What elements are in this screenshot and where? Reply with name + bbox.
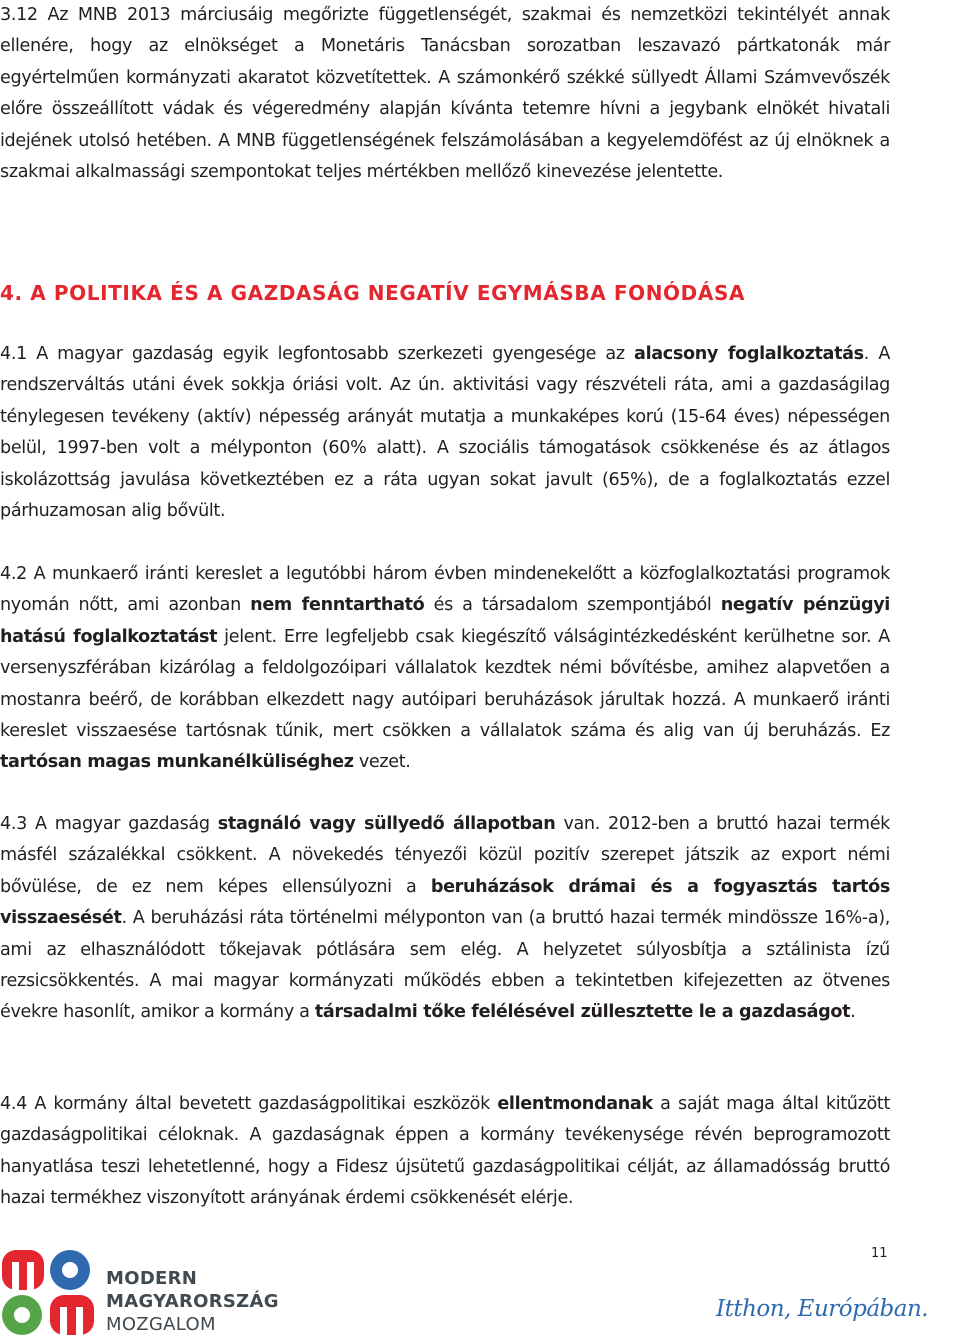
body-text: 3.12 Az MNB 2013 márciusáig megőrizte függetlenségét, szakmai és nemzetközi tekintélyét annak ellenére, hogy az elnökséget a Monetáris Tanácsban sorozatban leszavazó pártkatonák már egyértelműen kormányzati akaratot közvetítettek. A számonkérő székké süllyedt Állami Számvevőszék előre összeállított vádak és végeredmény alapján kívánta tetemre hívni a jegybank elnökét hivatali idejének utolsó hetében. A MNB függetlenségének felszámolásában a kegyelemdöfést az új elnöknek a szakmai alkalmassági szempontokat teljes mértékben mellőző kinevezése jelentette.	[0, 5, 890, 183]
body-text: 4.2 A munkaerő iránti kereslet a legutóbbi három évben mindenekelőtt a közfoglalkoztatási programok nyomán nőtt, ami azonban	[0, 564, 890, 616]
emphasis-text: stagnáló vagy süllyedő állapotban	[217, 814, 556, 834]
body-text: vezet.	[353, 752, 411, 773]
logo-m-top	[2, 1250, 44, 1290]
mm-logo-mark	[2, 1250, 96, 1336]
body-text: .	[850, 1002, 856, 1023]
logo-wordmark	[106, 1267, 279, 1336]
body-text: . A beruházási ráta történelmi mélyponton van (a bruttó hazai termék mindössze 16%-a), ami az elhasználódott tőkejavak pótlására sem elég. A helyzetet súlyosbítja a sztálinista ízű rezsicsökkentés. A mai magyar kormányzati működés ebben a tekintetben kifejezetten az ötvenes évekre hasonlít, amikor a kormány a	[0, 908, 890, 1023]
emphasis-text: ellentmondanak	[497, 1094, 653, 1114]
body-text: 4.3 A magyar gazdaság	[0, 814, 218, 834]
paragraph-4-3	[0, 809, 890, 1029]
body-text: van. 2012-ben a bruttó hazai termék másfél százalékkal csökkent. A növekedés tényezői közül pozitív szerepet játszik az export némi bővülése, de ez nem képes ellensúlyozni a	[0, 814, 891, 897]
body-text: a saját maga által kitűzött gazdaságpolitikai céloknak. A gazdaságnak éppen a kormány tevékenysége révén beprogramozott hanyatlása teszi lehetetlenné, hogy a Fidesz újsütetű gazdaságpolitikai célját, az államadósság bruttó hazai termékhez viszonyított arányának érdemi csökkenését elérje.	[0, 1094, 890, 1209]
emphasis-text: alacsony foglalkoztatás	[634, 344, 864, 364]
logo-line-magyarorszag: MAGYARORSZÁG	[106, 1291, 279, 1312]
logo-line-mozgalom: MOZGALOM	[106, 1314, 216, 1335]
body-text: . A rendszerváltás utáni évek sokkja óriási volt. Az ún. aktivitási vagy részvételi ráta, ami a gazdaságilag ténylegesen tevékeny (aktív) népesség arányát mutatja a munkaképes korú (15-64 éves) népességen belül, 1997-ben volt a mélyponton (60% alatt). A szociális támogatások csökkenése és az átlagos iskolázottság javulása következtében ez a ráta ugyan sokat javult (65%), de a foglalkoztatás ezzel párhuzamosan alig bővült.	[0, 344, 891, 522]
logo-m-bottom	[50, 1295, 94, 1335]
body-text: jelent. Erre legfeljebb csak kiegészítő válságintézkedésként kerülhetne sor. A versenyszférában kizárólag a feldolgozóipari vállalatok kezdtek némi bővítésbe, amihez alapvetően a mostanra beérő, de korábban elkezdett nagy autóipari beruházások járultak hozzá. A munkaerő iránti kereslet visszaesése tartósnak tűnik, mert csökken a vállalatok száma és alig van új beruházás. Ez	[0, 626, 890, 742]
page-number: 11	[871, 1246, 888, 1261]
emphasis-text: nem fenntartható	[250, 595, 425, 616]
paragraph-4-1	[0, 339, 890, 527]
emphasis-text: beruházások drámai és a fogyasztás tartós visszaesését	[0, 876, 890, 929]
emphasis-text: társadalmi tőke felélésével züllesztette le a gazdaságot	[314, 1002, 851, 1023]
logo-line-modern: MODERN	[106, 1268, 198, 1289]
paragraph-4-4	[0, 1089, 890, 1215]
body-text: 4.1 A magyar gazdaság egyik legfontosabb szerkezeti gyengesége az	[0, 344, 635, 364]
body-text: 4.4 A kormány által bevetett gazdaságpolitikai eszközök	[0, 1094, 498, 1114]
paragraph-3-12	[0, 0, 890, 188]
section-heading-4: 4. A POLITIKA ÉS A GAZDASÁG NEGATÍV EGYMÁSBA FONÓDÁSA	[0, 281, 746, 305]
emphasis-text: negatív pénzügyi hatású foglalkoztatást	[0, 595, 890, 647]
emphasis-text: tartósan magas munkanélküliséghez	[0, 752, 354, 773]
slogan: Itthon, Európában.	[716, 1296, 929, 1322]
body-text: és a társadalom szempontjából	[424, 595, 721, 616]
paragraph-4-2	[0, 559, 890, 779]
